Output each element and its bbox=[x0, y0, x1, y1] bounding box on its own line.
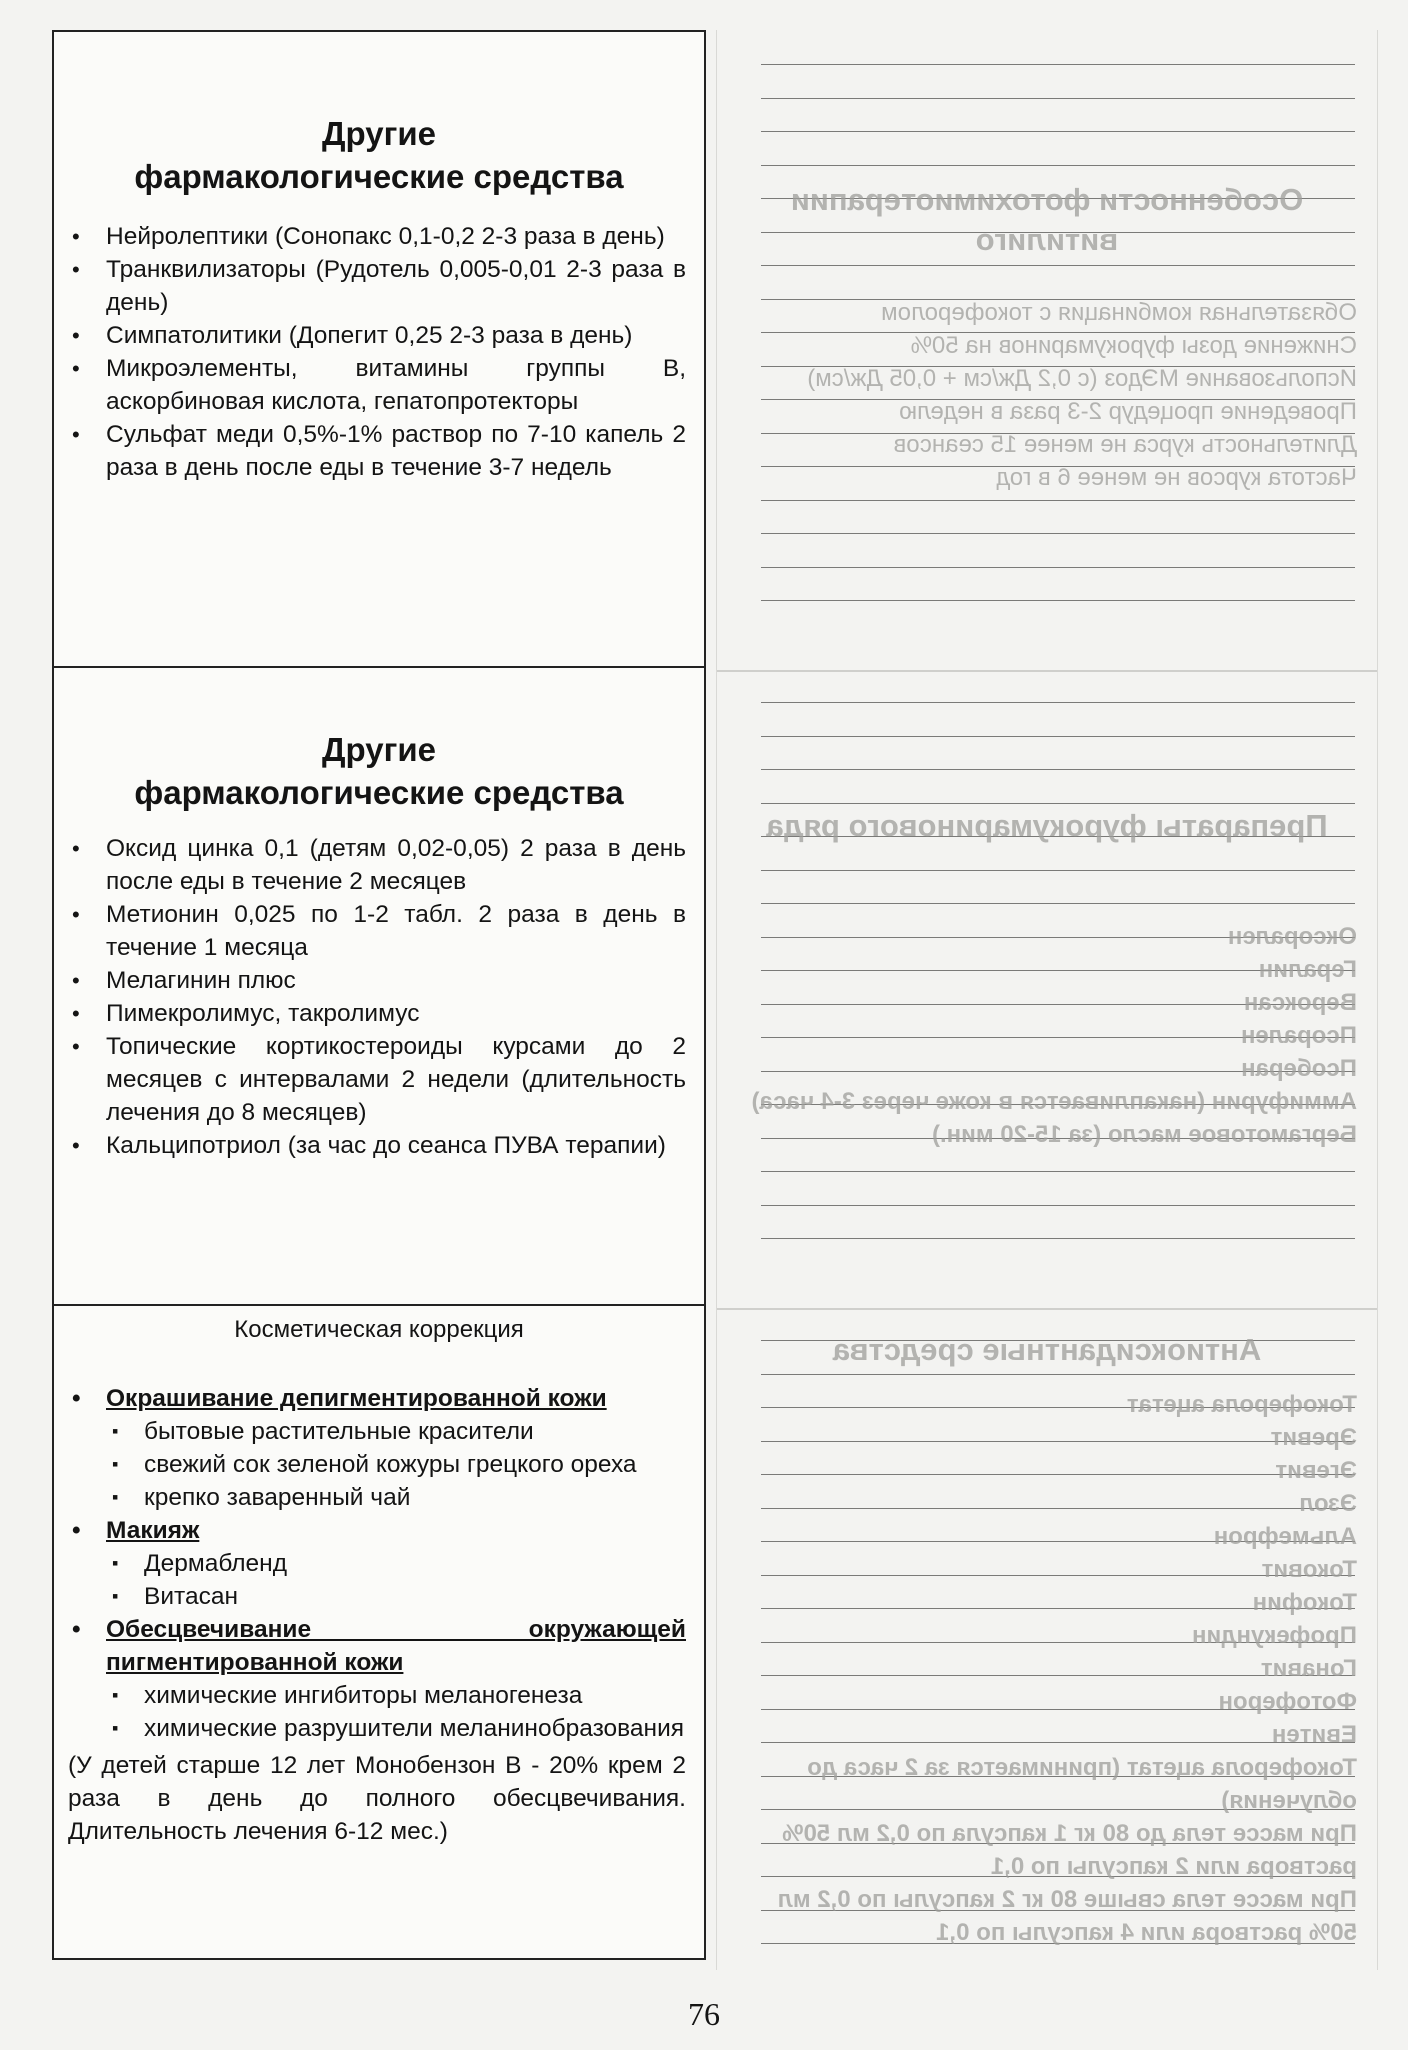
list-item: • Пимекролимус, такролимус bbox=[106, 997, 686, 1030]
list-item: ▪ Витасан bbox=[144, 1580, 686, 1613]
section-heading: • Макияж bbox=[106, 1514, 686, 1547]
list-item: • Топические кортикостероиды курсами до 2 месяцев с интервалами 2 недели (длительность лечения до 8 месяцев) bbox=[106, 1030, 686, 1129]
slide-cosmetic-correction bbox=[52, 1304, 706, 1960]
list-item: • Мелагинин плюс bbox=[106, 964, 686, 997]
note-line bbox=[761, 265, 1355, 266]
note-line bbox=[761, 870, 1355, 871]
list-item: • Метионин 0,025 по 1-2 табл. 2 раза в день в течение 1 месяца bbox=[106, 898, 686, 964]
reverse-list bbox=[737, 296, 1357, 494]
note-line bbox=[761, 1205, 1355, 1206]
section-heading: • Окрашивание депигментированной кожи bbox=[106, 1382, 686, 1415]
reverse-title: Препараты фурокумаринового ряда bbox=[766, 808, 1328, 843]
note-line bbox=[761, 98, 1355, 99]
page-number: 76 bbox=[688, 1996, 720, 2032]
section-makeup bbox=[54, 1514, 704, 1613]
note-line bbox=[761, 903, 1355, 904]
reverse-item: Эревит bbox=[1270, 1424, 1357, 1451]
reverse-item: Оксорален bbox=[1227, 923, 1357, 950]
reverse-item: Токофин bbox=[1252, 1589, 1357, 1616]
reverse-item: Аммифурин (накапливается в коже через 3-4 часа) bbox=[751, 1088, 1357, 1115]
list-item: • Симпатолитики (Допегит 0,25 2-3 раза в день) bbox=[106, 319, 686, 352]
treatment-note: (У детей старше 12 лет Монобензон В - 20% крем 2 раза в день до полного обесцвечивания. Длительность лечения 6-12 мес.) bbox=[68, 1752, 686, 1845]
reverse-item: Псоберан bbox=[1241, 1055, 1357, 1082]
note-line bbox=[761, 803, 1355, 804]
note-line bbox=[761, 1238, 1355, 1239]
reverse-item: Бергамотовое масло (за 15-20 мин.) bbox=[931, 1121, 1357, 1148]
slide-title bbox=[74, 728, 684, 814]
reverse-item: При массе тела до 80 кг 1 капсула по 0,2 мл 50% раствора или 2 капсулы по 0,1 bbox=[782, 1820, 1357, 1880]
reverse-item: Длительность курса не менее 15 сеансов bbox=[893, 431, 1357, 458]
reverse-item: Токоферола ацетат (принимается за 2 часа до облучения) bbox=[807, 1754, 1357, 1814]
reverse-item: Эгевит bbox=[1275, 1457, 1357, 1484]
reverse-title: Особенности фотохимиотерапии витилиго bbox=[790, 182, 1304, 257]
reverse-item: Частота курсов не менее 6 в год bbox=[996, 464, 1357, 491]
reverse-item: Псорален bbox=[1240, 1022, 1357, 1049]
notes-column bbox=[716, 30, 1378, 1970]
list-item: • Нейролептики (Сонопакс 0,1-0,2 2-3 раза в день) bbox=[106, 220, 686, 253]
note-line bbox=[761, 131, 1355, 132]
sub-list bbox=[106, 1547, 686, 1613]
section-heading: • Обесцвечивание окружающей пигментированной кожи bbox=[106, 1613, 686, 1679]
slide-other-drugs-2 bbox=[52, 666, 706, 1306]
sub-list bbox=[106, 1415, 686, 1514]
reverse-item: Альмефрон bbox=[1213, 1523, 1357, 1550]
slide-title bbox=[74, 112, 684, 198]
title-line2: фармакологические средства bbox=[134, 774, 624, 811]
reverse-item: Профекундин bbox=[1192, 1622, 1357, 1649]
note-line bbox=[761, 1374, 1355, 1375]
reverse-item: Фотоферон bbox=[1218, 1688, 1357, 1715]
reverse-item: Гонавит bbox=[1260, 1655, 1357, 1682]
title-line1: Другие bbox=[322, 115, 436, 152]
slide-other-drugs-1 bbox=[52, 30, 706, 668]
note-line bbox=[761, 567, 1355, 568]
reverse-item: Обязательная комбинация с токоферолом bbox=[881, 299, 1357, 326]
list-item: ▪ химические разрушители меланинобразования bbox=[144, 1712, 686, 1745]
sub-list bbox=[106, 1679, 686, 1745]
reverse-title: Антиоксидантные средства bbox=[832, 1332, 1262, 1367]
reverse-item: При массе тела свыше 80 кг 2 капсулы по 0,2 мл 50% раствора или 4 капсулы по 0,1 bbox=[777, 1886, 1357, 1946]
section-depigmentation bbox=[54, 1613, 704, 1745]
drug-list bbox=[54, 832, 704, 1162]
note-line bbox=[761, 533, 1355, 534]
column-divider bbox=[717, 670, 1377, 672]
note-line bbox=[761, 702, 1355, 703]
note-line bbox=[761, 600, 1355, 601]
list-item: • Кальципотриол (за час до сеанса ПУВА терапии) bbox=[106, 1129, 686, 1162]
reverse-list bbox=[737, 920, 1357, 1151]
reverse-item: Токоферола ацетат bbox=[1126, 1391, 1357, 1418]
reverse-item: Вероксан bbox=[1243, 989, 1357, 1016]
column-divider bbox=[717, 1308, 1377, 1310]
note-line bbox=[761, 165, 1355, 166]
list-item: ▪ бытовые растительные красители bbox=[144, 1415, 686, 1448]
list-item: • Микроэлементы, витамины группы В, аскорбиновая кислота, гепатопротекторы bbox=[106, 352, 686, 418]
title-line1: Другие bbox=[322, 731, 436, 768]
note-line bbox=[761, 1171, 1355, 1172]
reverse-list bbox=[737, 1388, 1357, 1949]
list-item: ▪ Дермабленд bbox=[144, 1547, 686, 1580]
reverse-item: Гералин bbox=[1258, 956, 1357, 983]
list-item: ▪ свежий сок зеленой кожуры грецкого ореха bbox=[144, 1448, 686, 1481]
list-item: • Сульфат меди 0,5%-1% раствор по 7-10 капель 2 раза в день после еды в течение 3-7 недель bbox=[106, 418, 686, 484]
reverse-item: Эзол bbox=[1299, 1490, 1357, 1517]
title-line2: фармакологические средства bbox=[134, 158, 624, 195]
note-line bbox=[761, 500, 1355, 501]
list-item: ▪ химические ингибиторы меланогенеза bbox=[144, 1679, 686, 1712]
list-item: ▪ крепко заваренный чай bbox=[144, 1481, 686, 1514]
section-coloring bbox=[54, 1382, 704, 1514]
reverse-item: Евитен bbox=[1271, 1721, 1357, 1748]
list-item: • Транквилизаторы (Рудотель 0,005-0,01 2-3 раза в день) bbox=[106, 253, 686, 319]
reverse-item: Использование МЭдоз (с 0,2 Дж/см + 0,05 Дж/см) bbox=[807, 365, 1357, 392]
drug-list bbox=[54, 220, 704, 484]
reverse-item: Проведение процедур 2-3 раза в неделю bbox=[899, 398, 1357, 425]
reverse-item: Снижение дозы фурокумаринов на 50% bbox=[910, 332, 1357, 359]
slide-caption: Косметическая коррекция bbox=[234, 1316, 524, 1343]
note-line bbox=[761, 64, 1355, 65]
note-line bbox=[761, 769, 1355, 770]
list-item: • Оксид цинка 0,1 (детям 0,02-0,05) 2 раза в день после еды в течение 2 месяцев bbox=[106, 832, 686, 898]
note-line bbox=[761, 736, 1355, 737]
reverse-item: Токовит bbox=[1261, 1556, 1357, 1583]
